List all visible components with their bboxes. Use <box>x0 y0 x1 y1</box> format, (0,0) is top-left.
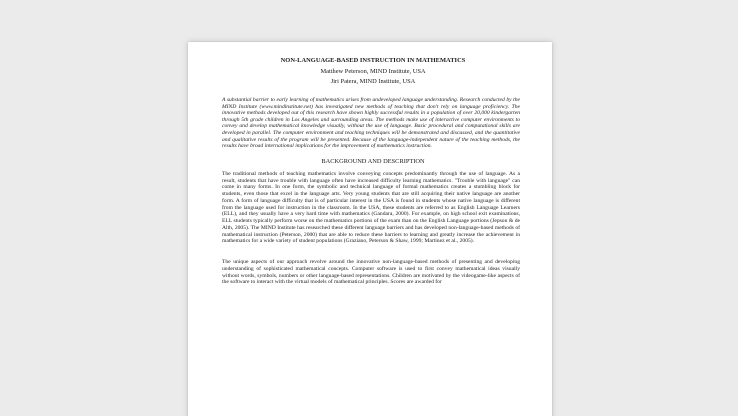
body-paragraph-2: The unique aspects of our approach revolve around the innovative non-language-based methods of presenting and developing understanding of sophisticated mathematical concepts. Computer software is used to first convey mathematical ideas visually without words, symbols, numbers or other language-based representations. Children are motivated by the videogame-like aspects of the software to interact with the virtual models of mathematical principles. Scores are awarded for <box>222 259 520 286</box>
abstract-paragraph: A substantial barrier to early learning of mathematics arises from undeveloped language understanding. Research conducted by the MIND Institute (www.mindinstitute.net) has investigated new methods of teaching that don't rely on language proficiency. The innovative methods developed out of this research have shown highly successful results in a population of over 20,000 kindergarten through 5th grade children in Los Angeles and surrounding areas. The methods make use of interactive computer environments to convey and develop mathematical knowledge visually, without the use of language. Basic procedural and computational skills are developed in parallel. The computer environment and teaching techniques will be demonstrated and discussed, and the quantitative and qualitative results of the program will be presented. Because of the language-independent nature of the teaching methods, the results have broad international implications for the improvement of mathematics instruction. <box>222 97 520 150</box>
section-heading: BACKGROUND AND DESCRIPTION <box>321 157 425 165</box>
document-page <box>188 42 552 416</box>
paper-title: NON-LANGUAGE-BASED INSTRUCTION IN MATHEMATICS <box>280 57 466 64</box>
author-line-1: Matthew Peterson, MIND Institute, USA <box>320 68 426 75</box>
author-line-2: Jiri Patera, MIND Institute, USA <box>330 78 416 85</box>
body-paragraph-1: The traditional methods of teaching mathematics involve conveying concepts predominantly through the use of language. As a result, students that have trouble with language often have increased difficulty learning mathematics. "Trouble with language" can come in many forms. In one form, the symbolic and technical language of formal mathematics creates a stumbling block for students, even those that excel in the language arts. Very young students that are still acquiring their native language are another form. A form of language difficulty that is of particular interest in the USA is found in students whose native language is different from the language used for instruction in the classroom. In the USA, these students are referred to as English Language Learners (ELL), and they usually have a very hard time with mathematics (Gandara, 2000). For example, on high school exit examinations, ELL students typically perform worse on the mathematics portions of the exam than on the English Language portions (Jepson & de Alth, 2005). The MIND Institute has researched these different language barriers and has developed non-language-based methods of mathematical instruction (Peterson, 2000) that are able to reduce these barriers to learning and greatly increase the achievement in mathematics for a wide variety of student populations (Graziano, Peterson & Shaw, 1999; Martinez et al., 2005). <box>222 170 520 245</box>
